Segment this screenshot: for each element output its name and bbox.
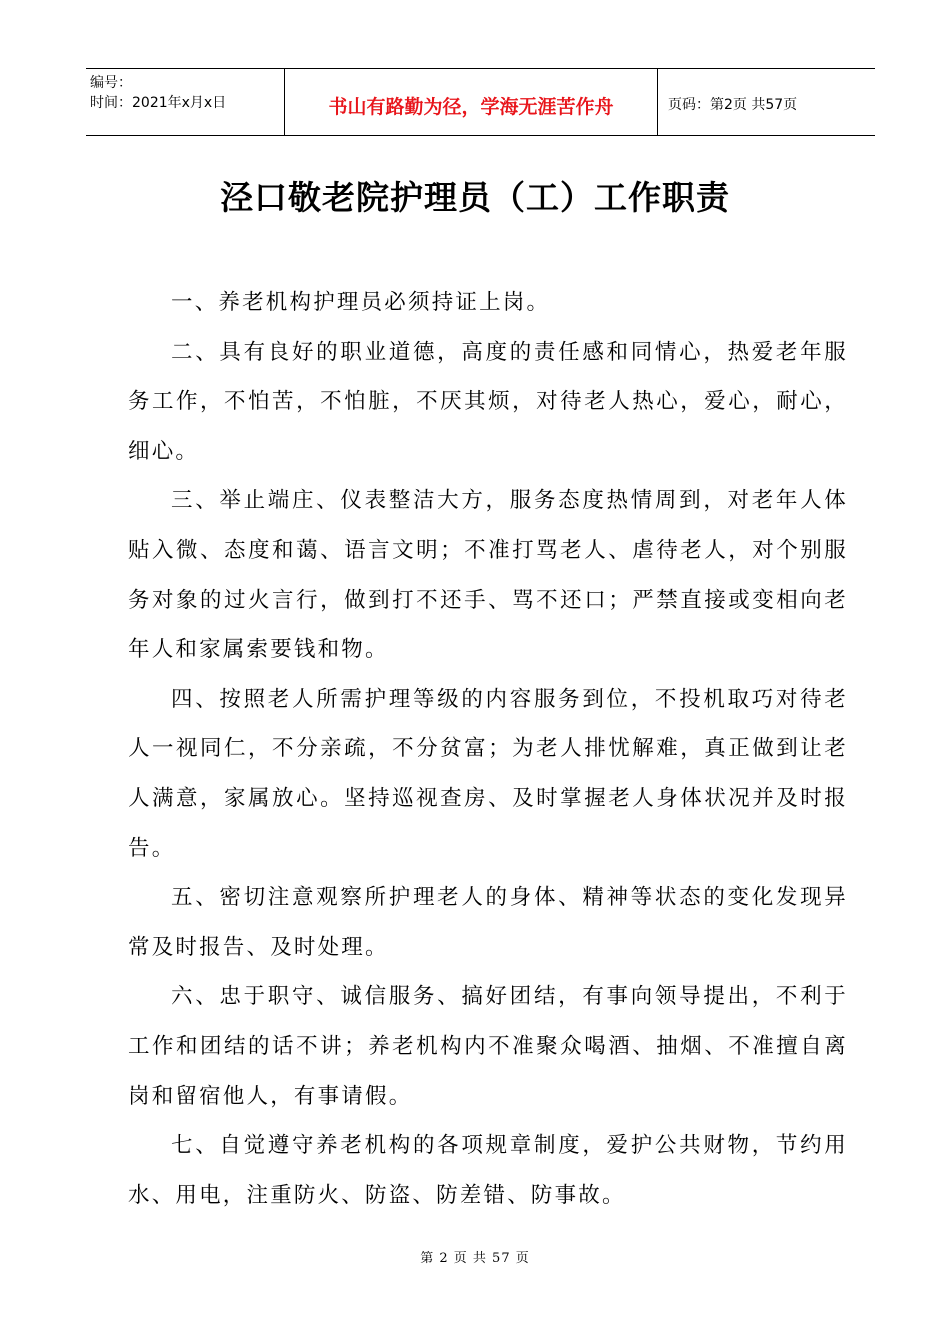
paragraph-6: 六、忠于职守、诚信服务、搞好团结，有事向领导提出，不利于工作和团结的话不讲；养老机构内不准聚众喝酒、抽烟、不准擅自离岗和留宿他人，有事请假。 xyxy=(128,984,848,1109)
paragraph-4: 四、按照老人所需护理等级的内容服务到位，不投机取巧对待老人一视同仁，不分亲疏，不分贫富；为老人排忧解难，真正做到让老人满意，家属放心。坚持巡视查房、及时掌握老人身体状况并及时报告。 xyxy=(128,686,848,861)
document-title: 泾口敬老院护理员（工）工作职责 xyxy=(220,178,730,217)
page-footer: 第 2 页 共 57 页 xyxy=(420,1251,530,1266)
page-info: 页码：第2页 共57页 xyxy=(668,97,798,113)
paragraph-5: 五、密切注意观察所护理老人的身体、精神等状态的变化发现异常及时报告、及时处理。 xyxy=(128,885,848,960)
paragraph-7: 七、自觉遵守养老机构的各项规章制度，爱护公共财物，节约用水、用电，注重防火、防盗、防差错、防事故。 xyxy=(128,1133,848,1208)
motto: 书山有路勤为径，学海无涯苦作舟 xyxy=(285,69,658,135)
paragraph-3: 三、举止端庄、仪表整洁大方，服务态度热情周到，对老年人体贴入微、态度和蔼、语言文明；不准打骂老人、虐待老人，对个别服务对象的过火言行，做到打不还手、骂不还口；严禁直接或变相向老年人和家属索要钱和物。 xyxy=(128,488,848,663)
paragraph-2: 二、具有良好的职业道德，高度的责任感和同情心，热爱老年服务工作，不怕苦，不怕脏，不厌其烦，对待老人热心，爱心，耐心，细心。 xyxy=(128,339,848,464)
header-table xyxy=(86,68,875,136)
number-label: 编号： xyxy=(90,75,132,91)
paragraph-1: 一、养老机构护理员必须持证上岗。 xyxy=(171,290,551,315)
document-body xyxy=(128,278,848,1220)
header-left-cell xyxy=(86,69,285,135)
time-label: 时间：2021年x月x日 xyxy=(90,95,227,111)
